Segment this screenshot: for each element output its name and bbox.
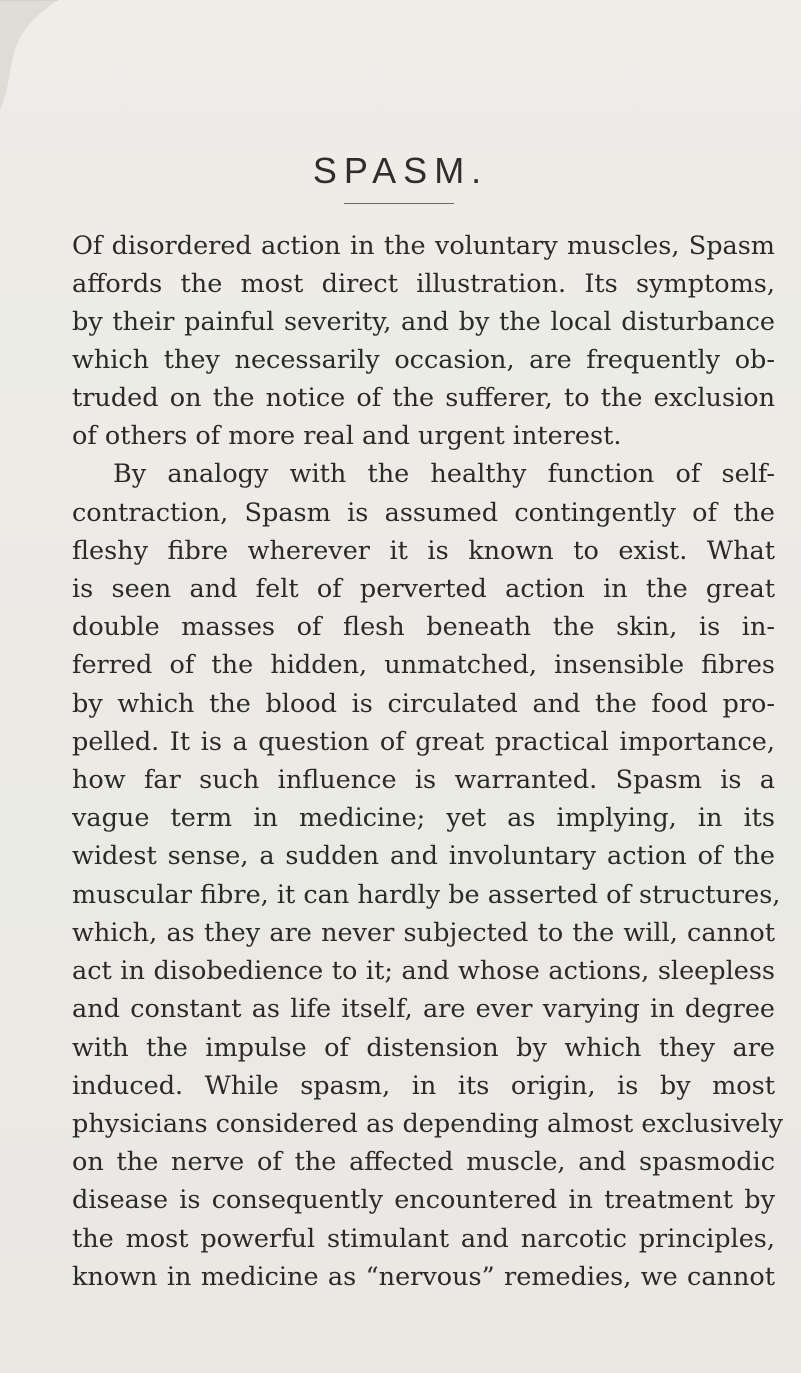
text-line: how far such influence is warranted. Spasm is a bbox=[72, 765, 775, 795]
text-line: act in disobedience to it; and whose actions, sleepless bbox=[72, 956, 775, 986]
text-line: By analogy with the healthy function of self- bbox=[113, 459, 775, 489]
text-line: with the impulse of distension by which they are bbox=[72, 1033, 775, 1063]
text-line: which they necessarily occasion, are frequently ob- bbox=[72, 345, 775, 375]
page-corner-shadow bbox=[0, 0, 60, 110]
text-line: disease is consequently encountered in treatment by bbox=[72, 1185, 775, 1215]
text-line: truded on the notice of the sufferer, to the exclusion bbox=[72, 383, 775, 413]
title-rule bbox=[344, 203, 454, 204]
text-line: by their painful severity, and by the local disturbance bbox=[72, 307, 775, 337]
chapter-title: SPASM. bbox=[312, 150, 489, 191]
text-line: of others of more real and urgent interest. bbox=[72, 421, 622, 451]
text-line: induced. While spasm, in its origin, is by most bbox=[72, 1071, 775, 1101]
text-line: known in medicine as “nervous” remedies, we cannot bbox=[72, 1262, 775, 1292]
text-line: on the nerve of the affected muscle, and spasmodic bbox=[72, 1147, 775, 1177]
text-line: which, as they are never subjected to the will, cannot bbox=[72, 918, 775, 948]
text-line: by which the blood is circulated and the food pro- bbox=[72, 689, 775, 719]
text-line: muscular fibre, it can hardly be asserted of structures, bbox=[72, 880, 781, 910]
text-line: Of disordered action in the voluntary muscles, Spasm bbox=[72, 231, 775, 261]
text-line: fleshy fibre wherever it is known to exist. What bbox=[72, 536, 775, 566]
text-line: vague term in medicine; yet as implying, in its bbox=[72, 803, 775, 833]
text-line: pelled. It is a question of great practical importance, bbox=[72, 727, 775, 757]
text-line: physicians considered as depending almost exclusively bbox=[72, 1109, 784, 1139]
text-line: contraction, Spasm is assumed contingently of the bbox=[72, 498, 775, 528]
text-line: ferred of the hidden, unmatched, insensible fibres bbox=[72, 650, 775, 680]
text-line: the most powerful stimulant and narcotic principles, bbox=[72, 1224, 775, 1254]
text-line: widest sense, a sudden and involuntary action of the bbox=[72, 841, 775, 871]
text-line: and constant as life itself, are ever varying in degree bbox=[72, 994, 775, 1024]
text-line: is seen and felt of perverted action in the great bbox=[72, 574, 775, 604]
text-line: double masses of flesh beneath the skin, is in- bbox=[72, 612, 775, 642]
text-line: affords the most direct illustration. Its symptoms, bbox=[72, 269, 775, 299]
